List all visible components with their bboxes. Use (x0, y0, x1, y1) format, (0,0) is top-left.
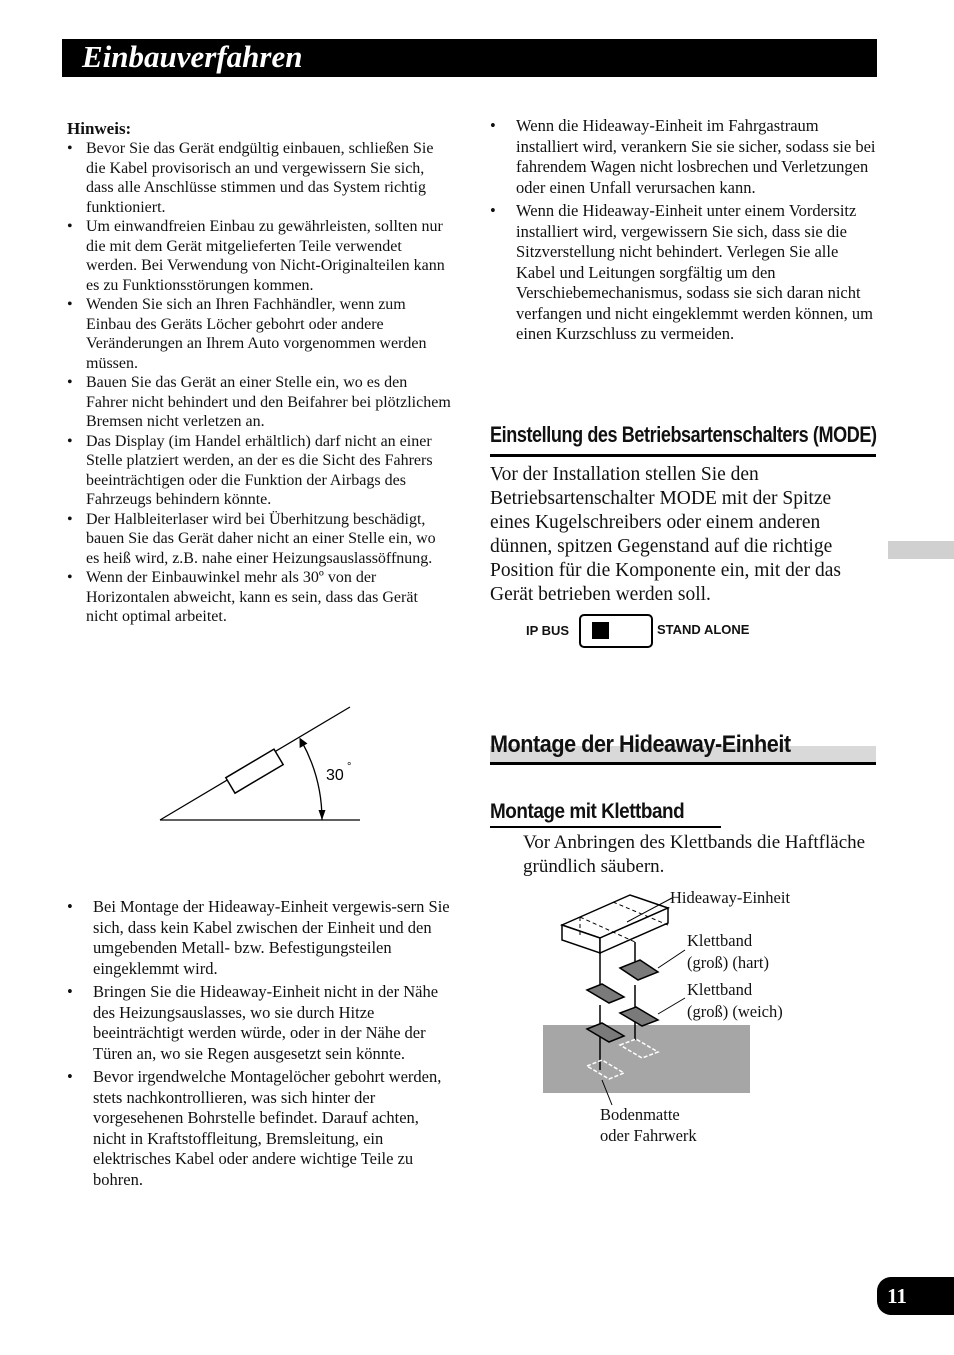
unit-box-icon (226, 749, 283, 793)
list-item: • Bevor irgendwelche Montagelöcher gebohrt werden, stets nachkontrollieren, was sich hinter der vorgesehenen Bohrstelle befindet. Darauf achten, nicht in Kraftstoffleitung, Bremsleitung, ein elektrisches Kabel oder andere wichtige Teile zu bohren. (67, 1067, 452, 1190)
arrow-head-up (295, 736, 307, 748)
section-side-tab (888, 541, 954, 559)
mounting-angle-figure (150, 700, 380, 830)
mode-section-text: Vor der Installation stellen Sie den Betriebsartenschalter MODE mit der Spitze eines Kugelschreibers oder einem anderen dünnen, spitzen Gegenstand auf die richtige Position für die Komponente ein, mit der das Gerät betrieben werden soll. (490, 464, 841, 605)
list-item: • Bauen Sie das Gerät an einer Stelle ein, wo es den Fahrer nicht behindert und den Beifahrer bei plötzlichem Bremsen nicht verletzen an. (67, 373, 452, 432)
list-item: • Bringen Sie die Hideaway-Einheit nicht in der Nähe des Heizungsauslasses, wo sie durch Hitze beeinträchtigt werden würde, oder in der Nähe der Türen an, wo sie Regen ausgesetzt sein könnte. (67, 982, 452, 1064)
hinweis-title: Hinweis: (67, 119, 132, 138)
mode-section-heading: Einstellung des Betriebsartenschalters (MODE) (490, 422, 877, 447)
switch-label-ip-bus: IP BUS (526, 623, 570, 638)
label-velcro-soft-2: (groß) (weich) (687, 1002, 783, 1021)
hideaway-notes-right (490, 116, 880, 348)
mode-switch-figure (526, 612, 786, 648)
switch-label-stand-alone: STAND ALONE (657, 622, 750, 637)
angle-label: 30 (326, 767, 344, 784)
hideaway-unit-icon (562, 895, 668, 953)
page-number-tab (877, 1277, 954, 1315)
hideaway-notes-list (67, 897, 452, 1190)
floor-mat (543, 1025, 750, 1093)
mode-switch (579, 614, 653, 648)
list-item: • Um einwandfreien Einbau zu gewährleisten, sollten nur die mit dem Gerät mitgelieferten Teile verwendet werden. Bei Verwendung von Nicht-Originalteilen kann es zu Funktionsstörungen kommen. (67, 217, 452, 295)
list-item: • Bevor Sie das Gerät endgültig einbauen, schließen Sie die Kabel provisorisch an und vergewissern Sie sich, dass alle Anschlüsse stimmen und das System richtig funktioniert. (67, 139, 452, 217)
arrow-head-down (319, 810, 326, 820)
list-item: • Wenn der Einbauwinkel mehr als 30º von der Horizontalen abweicht, kann es sein, dass das Gerät nicht optimal arbeitet. (67, 568, 452, 627)
hideaway-notes-left (67, 897, 452, 1193)
hinweis-section (67, 118, 452, 627)
divider (490, 762, 876, 765)
list-item: • Wenn die Hideaway-Einheit im Fahrgastraum installiert wird, verankern Sie sie sicher, sodass sie bei fahrendem Wagen nicht losbrechen und Verletzungen oder einen Unfall verursachen kann. (490, 116, 880, 198)
label-hideaway-unit: Hideaway-Einheit (670, 888, 791, 907)
switch-knob (592, 622, 609, 639)
velcro-subheading: Montage mit Klettband (490, 800, 685, 823)
hideaway-notes-right-list (490, 116, 880, 345)
hinweis-list (67, 139, 452, 627)
label-velcro-soft-1: Klettband (687, 980, 753, 999)
degree-sign: ° (347, 761, 352, 773)
velcro-hard-strips (587, 960, 658, 1003)
label-floor-2: oder Fahrwerk (600, 1126, 697, 1145)
velcro-text: Vor Anbringen des Klettbands die Haftfläche gründlich säubern. (523, 832, 866, 877)
label-velcro-hard-2: (groß) (hart) (687, 953, 770, 972)
divider (490, 454, 876, 457)
list-item: • Das Display (im Handel erhältlich) darf nicht an einer Stelle platziert werden, an der es die Sicht des Fahrers beeinträchtigen oder die Funktion der Airbags des Fahrzeugs behindern könnte. (67, 432, 452, 510)
label-floor-1: Bodenmatte (600, 1105, 680, 1124)
list-item: • Wenn die Hideaway-Einheit unter einem Vordersitz installiert wird, vergewissern Sie sich, dass sie die Sitzverstellung nicht behindert. Verlegen Sie alle Kabel und Leitungen sorgfältig um den Verschiebemechanismus, sodass sie sich daran nicht verfangen und nicht eingeklemmt werden können, um einen Kurzschluss zu vermeiden. (490, 201, 880, 345)
angle-arc (302, 742, 322, 820)
page-header-title: Einbauverfahren (82, 39, 303, 74)
list-item: • Der Halbleiterlaser wird bei Überhitzung beschädigt, bauen Sie das Gerät daher nicht an einer Stelle ein, wo es heiß wird, z.B. nahe einer Heizungsauslassöffnung. (67, 510, 452, 569)
header-bar (62, 39, 877, 77)
divider (490, 826, 721, 828)
page-number: 11 (887, 1284, 907, 1308)
mount-section-heading: Montage der Hideaway-Einheit (490, 731, 791, 758)
label-velcro-hard-1: Klettband (687, 931, 753, 950)
list-item: • Bei Montage der Hideaway-Einheit vergewis-sern Sie sich, dass kein Kabel zwischen der Einheit und den umgebenden Metall- bzw. Befestigungsteilen eingeklemmt wird. (67, 897, 452, 979)
list-item: • Wenden Sie sich an Ihren Fachhändler, wenn zum Einbau des Geräts Löcher gebohrt oder andere Veränderungen an Ihrem Auto vorgenommen werden müssen. (67, 295, 452, 373)
